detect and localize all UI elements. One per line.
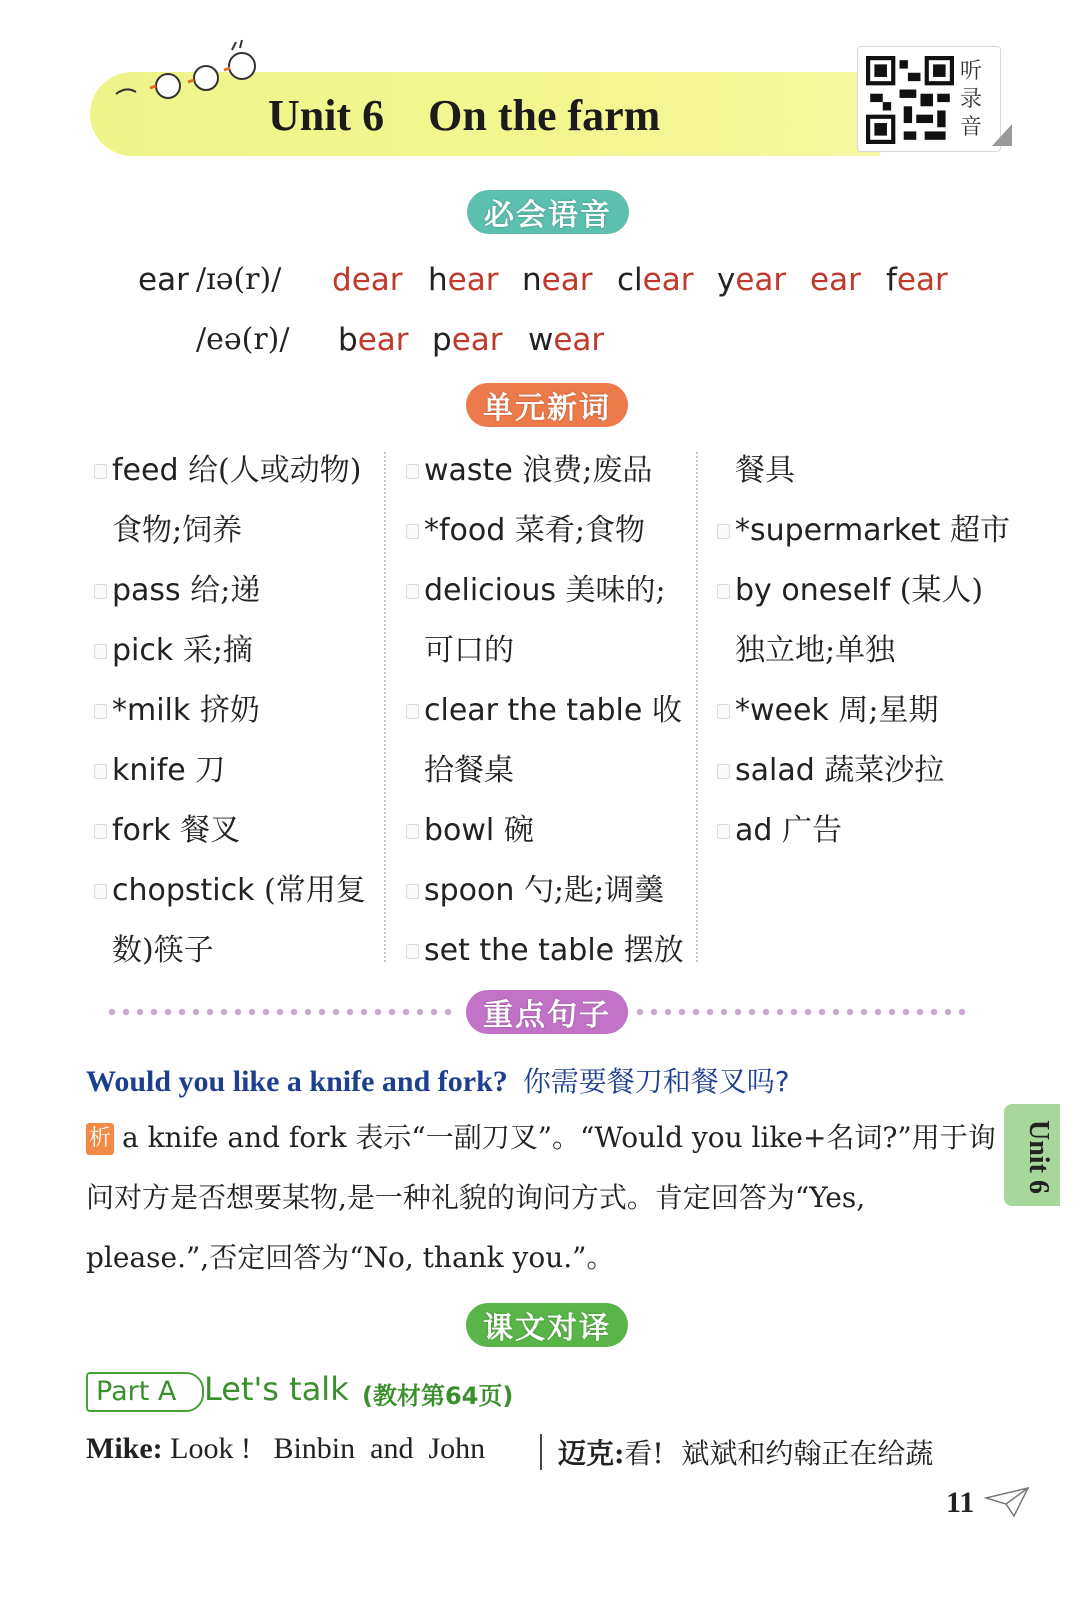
dot — [207, 1009, 213, 1015]
dot — [165, 1009, 171, 1015]
vocab-entry — [735, 684, 1005, 744]
vocab-entry — [112, 624, 382, 684]
vocab-entry — [112, 684, 382, 744]
vocab-word: by oneself — [735, 573, 900, 608]
vocab-entry — [424, 924, 694, 984]
dot — [361, 1009, 367, 1015]
analysis-text: a knife and fork 表示“一副刀叉”。“Would you like+名词?”用于询 — [122, 1121, 996, 1154]
page-fold-icon — [990, 122, 1014, 148]
checkbox-icon[interactable] — [406, 824, 419, 839]
phonics-ipa-1: /ɪə(r)/ — [196, 262, 282, 297]
phonics-word: ear — [810, 262, 861, 298]
dot — [917, 1009, 923, 1015]
vocab-word: waste — [424, 453, 523, 488]
dot — [375, 1009, 381, 1015]
dot — [679, 1009, 685, 1015]
vocab-meaning: 食物;饲养 — [112, 513, 243, 548]
dot — [333, 1009, 339, 1015]
dialog-divider — [540, 1434, 542, 1470]
checkbox-icon[interactable] — [406, 884, 419, 899]
vocab-word: feed — [112, 453, 189, 488]
phonics-word: pear — [432, 322, 503, 358]
dot — [431, 1009, 437, 1015]
vocab-entry — [424, 744, 694, 804]
vocab-meaning: 挤奶 — [199, 693, 260, 728]
phonics-word: hear — [428, 262, 499, 298]
vocab-word: pick — [112, 633, 183, 668]
dot — [417, 1009, 423, 1015]
dot — [875, 1009, 881, 1015]
vocab-word: delicious — [424, 573, 566, 608]
checkbox-icon[interactable] — [94, 644, 107, 659]
dot — [707, 1009, 713, 1015]
dot — [847, 1009, 853, 1015]
dotted-divider — [636, 1008, 972, 1016]
vocab-entry — [735, 444, 1005, 504]
vocab-entry — [735, 624, 1005, 684]
vocab-entry — [424, 444, 694, 504]
vocab-entry — [112, 564, 382, 624]
part-a-textbook-ref: (教材第64页) — [362, 1382, 514, 1410]
vocab-meaning: 独立地;单独 — [735, 633, 896, 668]
part-a-label: Part A — [86, 1372, 204, 1412]
dot — [123, 1009, 129, 1015]
vocab-meaning: 美味的; — [565, 573, 666, 608]
checkbox-icon[interactable] — [94, 764, 107, 779]
dot — [735, 1009, 741, 1015]
vocab-meaning: 蔬菜沙拉 — [824, 753, 945, 788]
dot — [721, 1009, 727, 1015]
paper-plane-icon — [984, 1486, 1030, 1518]
dot — [805, 1009, 811, 1015]
dot — [445, 1009, 451, 1015]
unit-side-tab-label[interactable]: Unit 6 — [1023, 1120, 1054, 1194]
dot — [403, 1009, 409, 1015]
vocab-entry — [735, 564, 1005, 624]
section-badge-key-sentences: 重点句子 — [466, 990, 628, 1034]
dot — [193, 1009, 199, 1015]
vocab-word: *food — [424, 513, 515, 548]
column-divider — [696, 452, 698, 962]
vocab-entry — [112, 924, 382, 984]
vocab-word: knife — [112, 753, 196, 788]
vocab-meaning: 可口的 — [424, 633, 514, 668]
vocab-entry — [424, 864, 694, 924]
analysis-line-2: 问对方是否想要某物,是一种礼貌的询问方式。肯定回答为“Yes, — [86, 1181, 866, 1214]
vocab-word: clear the table — [424, 693, 652, 728]
vocab-entry — [424, 564, 694, 624]
vocab-word: fork — [112, 813, 181, 848]
checkbox-icon[interactable] — [406, 704, 419, 719]
vocab-meaning: 拾餐桌 — [424, 753, 514, 788]
dot — [889, 1009, 895, 1015]
vocab-entry — [424, 804, 694, 864]
dot — [235, 1009, 241, 1015]
checkbox-icon[interactable] — [717, 704, 730, 719]
unit-title: Unit 6 On the farm — [268, 91, 661, 140]
vocab-entry — [112, 504, 382, 564]
dot — [651, 1009, 657, 1015]
page-number: 11 — [946, 1486, 975, 1519]
vocab-word: chopstick — [112, 873, 265, 908]
vocab-entry — [112, 864, 382, 924]
dot — [347, 1009, 353, 1015]
vocab-column-1 — [112, 444, 382, 984]
key-sentence — [86, 1060, 790, 1100]
dot — [137, 1009, 143, 1015]
dot — [277, 1009, 283, 1015]
dot — [931, 1009, 937, 1015]
phonics-word: fear — [886, 262, 948, 298]
checkbox-icon[interactable] — [94, 464, 107, 479]
vocab-word: salad — [735, 753, 825, 788]
vocab-column-2 — [424, 444, 694, 984]
dot — [305, 1009, 311, 1015]
vocab-meaning: 刀 — [195, 753, 226, 788]
key-sentence-cn: 你需要餐刀和餐叉吗? — [522, 1065, 790, 1098]
speaker-cn: 迈克: — [558, 1437, 625, 1470]
dot — [389, 1009, 395, 1015]
vocab-meaning: 超市 — [949, 513, 1010, 548]
vocab-meaning: 采;摘 — [182, 633, 253, 668]
dot — [749, 1009, 755, 1015]
section-badge-translation: 课文对译 — [466, 1303, 628, 1347]
analysis-icon: 析 — [86, 1123, 114, 1155]
vocab-word: spoon — [424, 873, 524, 908]
checkbox-icon[interactable] — [717, 524, 730, 539]
checkbox-icon[interactable] — [94, 584, 107, 599]
vocab-word: ad — [735, 813, 782, 848]
qr-code-icon[interactable] — [866, 56, 954, 144]
vocab-entry — [735, 744, 1005, 804]
vocab-column-3 — [735, 444, 1010, 864]
dot — [221, 1009, 227, 1015]
checkbox-icon[interactable] — [94, 824, 107, 839]
dot — [693, 1009, 699, 1015]
dot — [791, 1009, 797, 1015]
checkbox-icon[interactable] — [717, 764, 730, 779]
column-divider — [384, 452, 386, 962]
checkbox-icon[interactable] — [406, 584, 419, 599]
dot — [819, 1009, 825, 1015]
dot — [959, 1009, 965, 1015]
vocab-word: *milk — [112, 693, 200, 728]
chick-icon — [112, 36, 282, 106]
phonics-word: near — [522, 262, 593, 298]
vocab-meaning: 浪费;废品 — [522, 453, 653, 488]
vocab-word: *supermarket — [735, 513, 950, 548]
vocab-meaning: (某人) — [899, 573, 984, 608]
analysis-line-1 — [86, 1118, 1006, 1158]
speaker-en: Mike: — [86, 1432, 163, 1465]
vocab-meaning: 餐叉 — [180, 813, 241, 848]
vocab-meaning: 广告 — [781, 813, 842, 848]
checkbox-icon[interactable] — [717, 824, 730, 839]
vocab-entry — [424, 624, 694, 684]
dot — [665, 1009, 671, 1015]
vocab-word: pass — [112, 573, 191, 608]
vocab-entry — [735, 804, 1005, 864]
dot — [179, 1009, 185, 1015]
dot — [319, 1009, 325, 1015]
checkbox-icon[interactable] — [717, 584, 730, 599]
analysis-line-3: please.”,否定回答为“No, thank you.”。 — [86, 1241, 615, 1274]
checkbox-icon[interactable] — [94, 704, 107, 719]
dot — [763, 1009, 769, 1015]
vocab-entry — [424, 684, 694, 744]
checkbox-icon[interactable] — [94, 884, 107, 899]
phonics-word: year — [717, 262, 787, 298]
dialog-line-en — [86, 1432, 485, 1466]
dot — [903, 1009, 909, 1015]
dot — [861, 1009, 867, 1015]
dot — [833, 1009, 839, 1015]
vocab-word: set the table — [424, 933, 624, 968]
vocab-entry — [112, 804, 382, 864]
vocab-word: bowl — [424, 813, 504, 848]
vocab-word: *week — [735, 693, 839, 728]
phonics-ipa-2: /eə(r)/ — [196, 322, 290, 357]
phonics-key: ear — [138, 262, 189, 298]
phonics-word: wear — [528, 322, 605, 358]
dot — [945, 1009, 951, 1015]
key-sentence-en: Would you like a knife and fork? — [86, 1065, 508, 1098]
vocab-meaning: 菜肴;食物 — [514, 513, 645, 548]
checkbox-icon[interactable] — [406, 524, 419, 539]
dialog-text-en: Look ! Binbin and John — [162, 1432, 486, 1465]
dialog-line-cn — [558, 1432, 933, 1472]
vocab-entry — [112, 744, 382, 804]
listen-recording-label[interactable]: 听录音 — [959, 59, 982, 140]
dot — [109, 1009, 115, 1015]
phonics-word: clear — [617, 262, 694, 298]
dialog-text-cn: 看! 斌斌和约翰正在给蔬 — [624, 1437, 934, 1470]
vocab-entry — [112, 444, 382, 504]
dot — [151, 1009, 157, 1015]
vocab-meaning: 勺;匙;调羹 — [523, 873, 665, 908]
vocab-meaning: 给;递 — [190, 573, 261, 608]
checkbox-icon[interactable] — [406, 464, 419, 479]
vocab-meaning: 数)筷子 — [112, 933, 214, 968]
dot — [249, 1009, 255, 1015]
vocab-meaning: 给(人或动物) — [188, 453, 362, 488]
vocab-meaning: 收 — [651, 693, 682, 728]
section-badge-phonics: 必会语音 — [467, 190, 629, 234]
phonics-word: dear — [332, 262, 403, 298]
vocab-entry — [735, 504, 1010, 564]
dot — [263, 1009, 269, 1015]
part-a-title: Let's talk — [204, 1370, 349, 1408]
vocab-meaning: 摆放 — [623, 933, 684, 968]
vocab-meaning: (常用复 — [264, 873, 366, 908]
dot — [291, 1009, 297, 1015]
dotted-divider — [108, 1008, 460, 1016]
dot — [777, 1009, 783, 1015]
vocab-meaning: 周;星期 — [838, 693, 939, 728]
vocab-meaning: 餐具 — [735, 453, 795, 488]
dot — [637, 1009, 643, 1015]
checkbox-icon[interactable] — [406, 944, 419, 959]
phonics-word: bear — [338, 322, 409, 358]
vocab-meaning: 碗 — [503, 813, 534, 848]
vocab-entry — [424, 504, 694, 564]
section-badge-words: 单元新词 — [466, 383, 628, 427]
